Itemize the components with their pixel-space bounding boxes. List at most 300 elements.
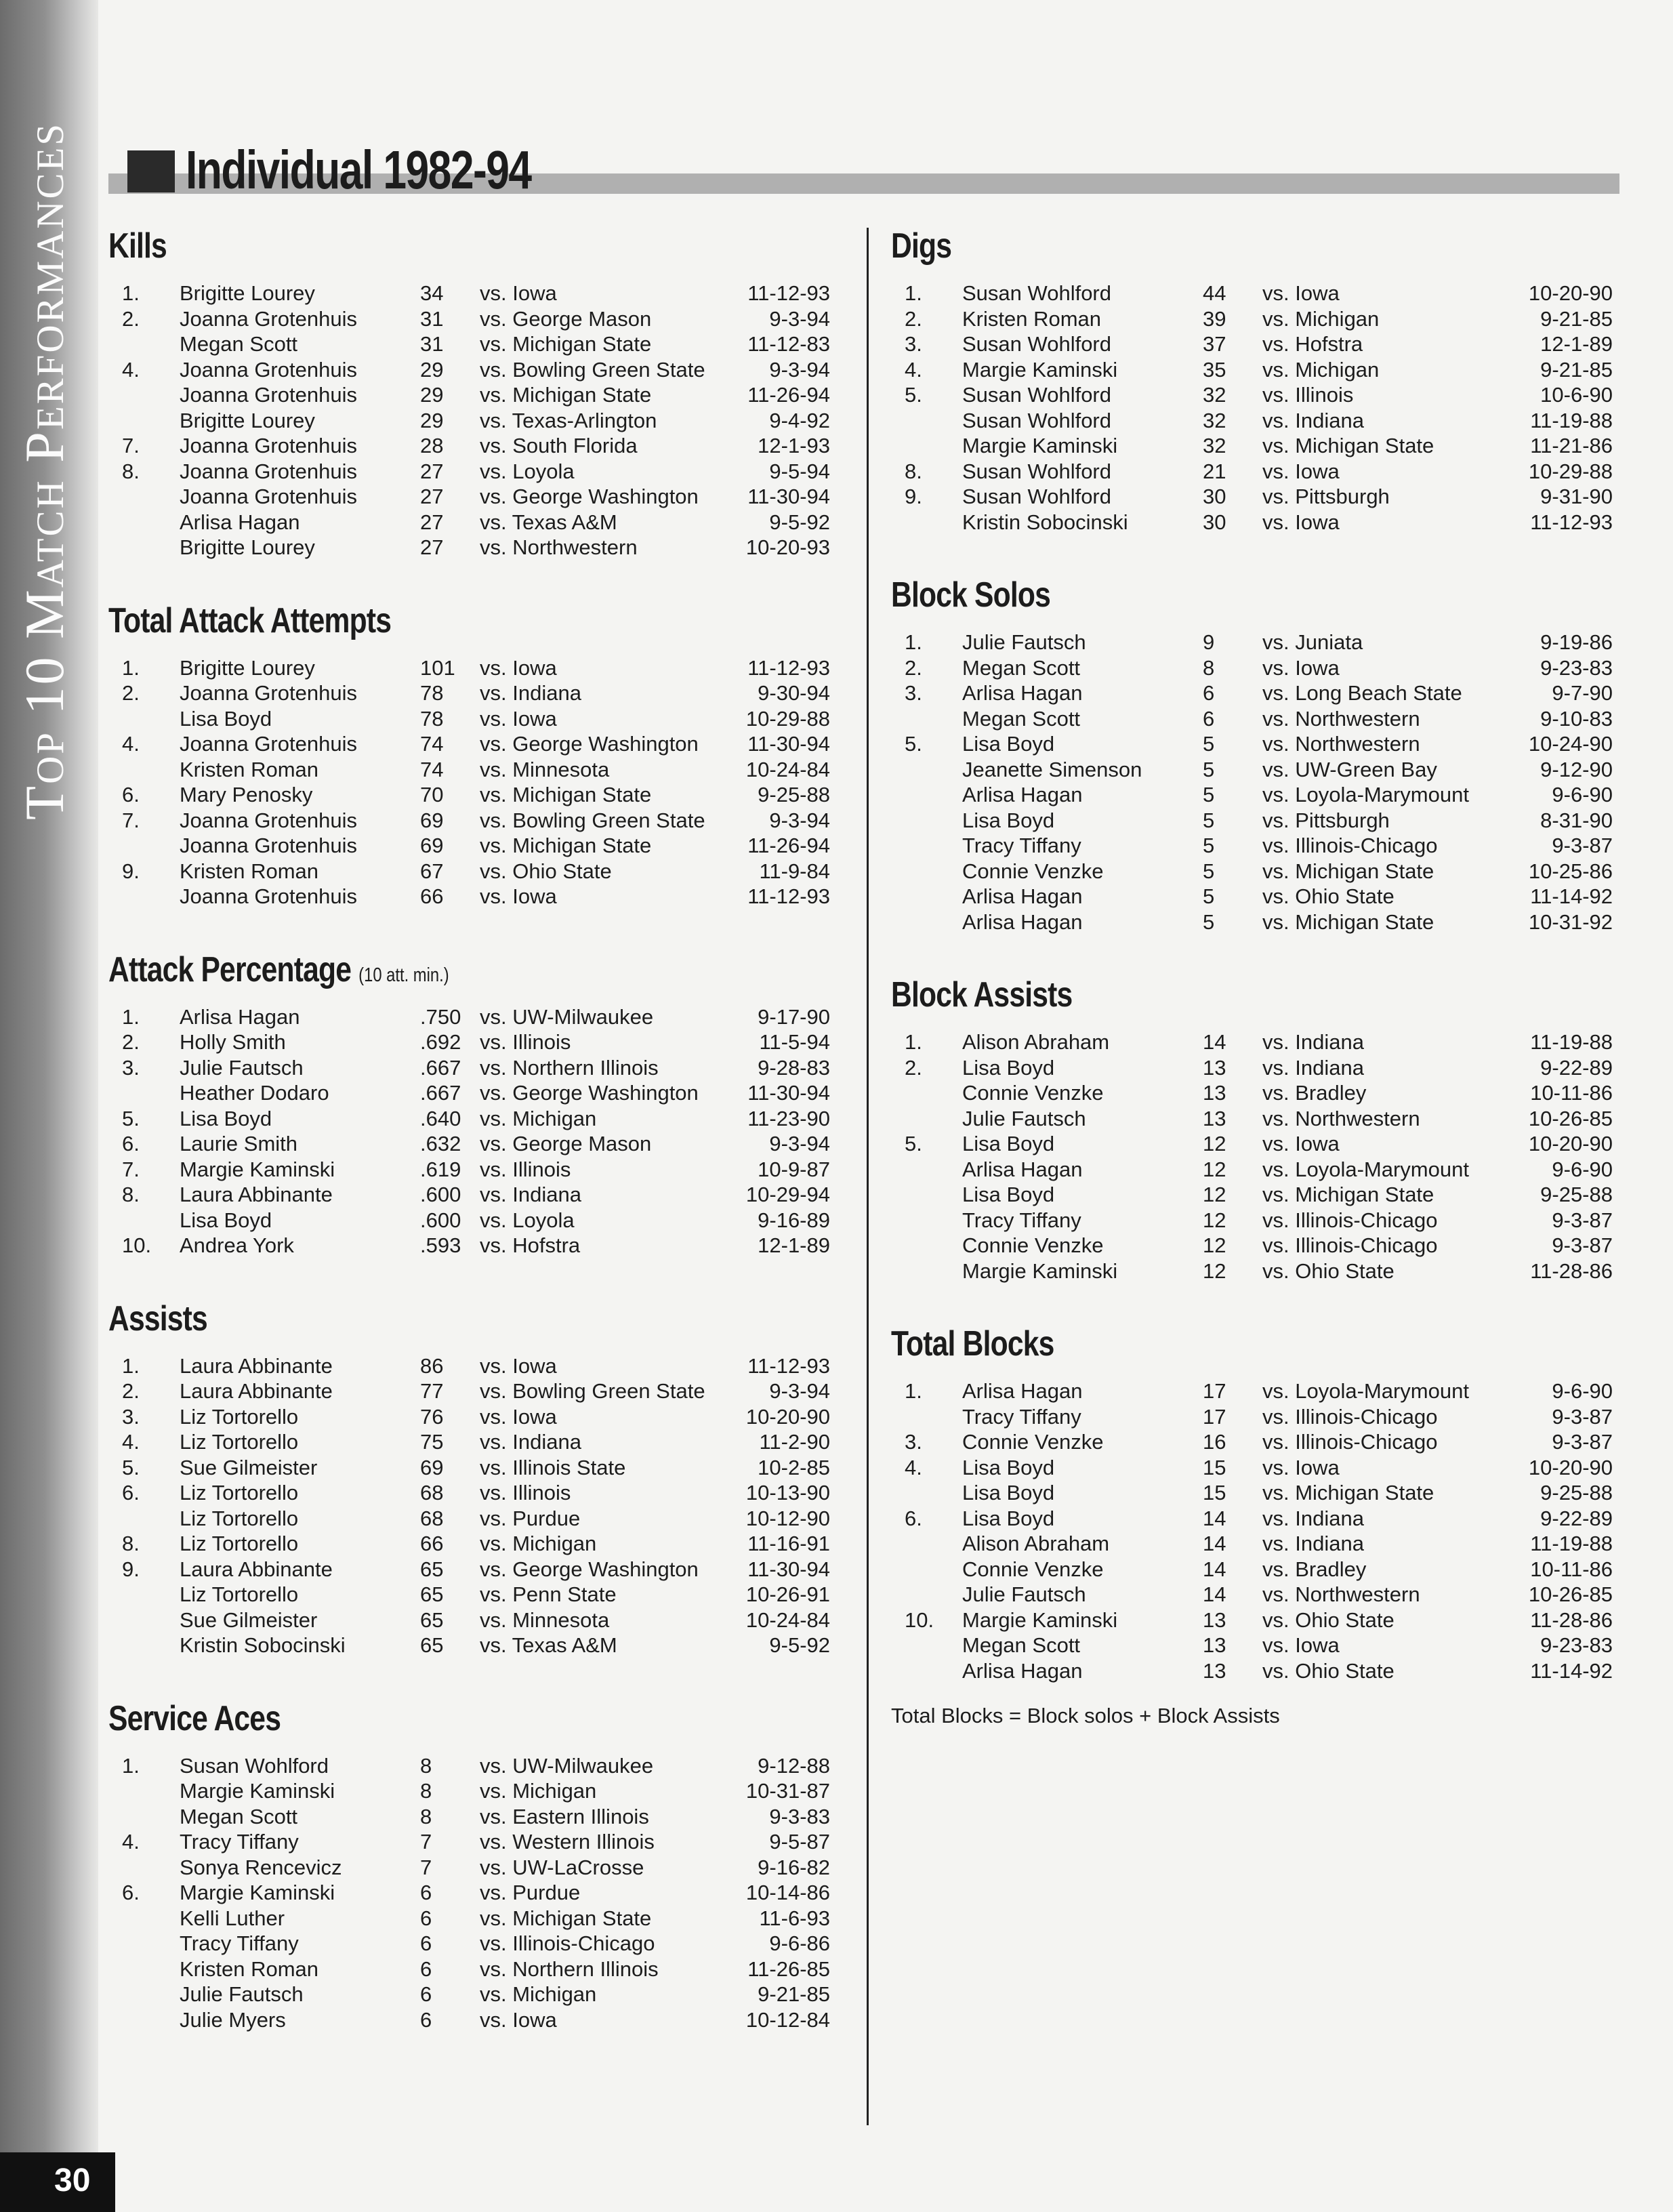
record-date: 11-12-93 [747, 1353, 830, 1378]
section-block-solos [891, 573, 1623, 935]
record-name: Lisa Boyd [962, 1455, 1055, 1479]
section-title-text: Assists [108, 1298, 207, 1338]
column-divider [867, 228, 869, 2125]
record-opponent: vs. Michigan State [1262, 1183, 1434, 1206]
record-value: 65 [420, 1633, 444, 1657]
record-row [891, 1208, 1623, 1233]
record-date: 9-10-83 [1540, 706, 1613, 731]
record-opponent: vs. Ohio State [1262, 1258, 1395, 1283]
record-opponent: vs. Pittsburgh [1262, 808, 1390, 832]
record-name: Joanna Grotenhuis [180, 834, 357, 857]
record-rank: 1. [905, 1030, 922, 1054]
record-date: 11-19-88 [1530, 1532, 1613, 1555]
record-value: 7 [420, 1830, 432, 1853]
record-opponent: vs. Illinois State [480, 1455, 626, 1479]
record-opponent: vs. Western Illinois [480, 1830, 655, 1853]
record-value: .667 [420, 1055, 461, 1080]
record-date: 11-12-93 [747, 655, 830, 680]
record-value: 13 [1203, 1633, 1226, 1657]
record-opponent: vs. Michigan State [480, 1906, 652, 1930]
record-row [108, 1778, 840, 1804]
section-attack-percentage [108, 947, 840, 1258]
record-row [108, 1829, 840, 1855]
record-date: 11-19-88 [1530, 1030, 1613, 1054]
record-value: 7 [420, 1855, 432, 1879]
record-list [108, 655, 840, 909]
record-row [108, 306, 840, 332]
record-date: 11-12-93 [747, 884, 830, 908]
record-row [891, 731, 1623, 757]
right-sections [891, 224, 1623, 1683]
record-date: 10-12-84 [745, 2007, 830, 2032]
record-date: 9-16-89 [758, 1208, 830, 1232]
record-row [891, 1582, 1623, 1607]
record-date: 9-3-94 [769, 1132, 830, 1155]
record-date: 11-14-92 [1530, 1658, 1613, 1683]
record-name: Kristen Roman [180, 1957, 319, 1981]
record-name: Tracy Tiffany [180, 1830, 299, 1853]
record-value: .640 [420, 1106, 461, 1130]
record-rank: 8. [122, 1532, 140, 1555]
record-name: Joanna Grotenhuis [180, 884, 357, 908]
record-value: 27 [420, 535, 444, 559]
record-date: 9-22-89 [1540, 1506, 1613, 1530]
record-rank: 5. [122, 1455, 140, 1479]
record-name: Liz Tortorello [180, 1404, 299, 1429]
record-value: 32 [1203, 408, 1226, 432]
record-rank: 2. [122, 306, 140, 331]
record-name: Margie Kaminski [962, 434, 1118, 457]
record-row [108, 459, 840, 485]
record-list [108, 1753, 840, 2033]
record-opponent: vs. Iowa [1262, 1633, 1340, 1657]
record-name: Susan Wohlford [962, 485, 1111, 508]
record-date: 10-29-88 [1528, 459, 1613, 483]
record-opponent: vs. Hofstra [1262, 332, 1363, 356]
record-row [891, 630, 1623, 655]
record-opponent: vs. Indiana [480, 1183, 581, 1206]
record-rank: 4. [122, 1830, 140, 1853]
section-kills [108, 224, 840, 560]
record-name: Sonya Rencevicz [180, 1855, 342, 1879]
record-opponent: vs. Iowa [1262, 655, 1340, 680]
record-row [108, 382, 840, 408]
record-opponent: vs. Bradley [1262, 1557, 1367, 1581]
record-name: Joanna Grotenhuis [180, 681, 357, 705]
record-row [108, 1633, 840, 1658]
record-name: Andrea York [180, 1233, 294, 1257]
record-row [891, 357, 1623, 383]
sidebar-title: Top 10 Match Performances [14, 121, 75, 820]
record-opponent: vs. Michigan State [1262, 434, 1434, 457]
section-title-text: Block Solos [891, 575, 1051, 615]
record-row [891, 331, 1623, 357]
record-date: 11-28-86 [1530, 1258, 1613, 1283]
record-value: 27 [420, 459, 444, 483]
record-name: Arlisa Hagan [962, 884, 1083, 908]
record-value: 44 [1203, 281, 1226, 305]
footnote: Total Blocks = Block solos + Block Assists [891, 1704, 1280, 1727]
record-value: 66 [420, 884, 444, 908]
record-opponent: vs. Iowa [1262, 281, 1340, 305]
record-opponent: vs. Illinois-Chicago [480, 1931, 655, 1955]
record-date: 11-28-86 [1530, 1607, 1613, 1632]
record-date: 9-28-83 [758, 1055, 830, 1080]
record-value: 16 [1203, 1430, 1226, 1454]
record-opponent: vs. George Washington [480, 1557, 699, 1581]
record-opponent: vs. Iowa [480, 1353, 557, 1378]
record-row [891, 655, 1623, 681]
record-opponent: vs. Texas A&M [480, 510, 617, 534]
record-rank: 8. [905, 459, 922, 483]
record-row [891, 510, 1623, 535]
record-name: Sue Gilmeister [180, 1607, 318, 1632]
record-value: 8 [420, 1804, 432, 1828]
record-row [891, 1429, 1623, 1455]
record-name: Kristen Roman [180, 859, 319, 883]
record-rank: 10. [122, 1233, 152, 1257]
record-row [108, 1607, 840, 1633]
record-opponent: vs. Michigan State [1262, 909, 1434, 934]
record-value: 76 [420, 1404, 444, 1429]
record-row [891, 1480, 1623, 1506]
record-row [108, 1055, 840, 1081]
record-name: Susan Wohlford [962, 281, 1111, 305]
record-value: 13 [1203, 1106, 1226, 1130]
record-opponent: vs. Penn State [480, 1582, 617, 1606]
record-date: 9-23-83 [1540, 1633, 1613, 1657]
section-title-text: Service Aces [108, 1698, 281, 1738]
record-date: 9-3-87 [1552, 1404, 1613, 1429]
record-row [891, 484, 1623, 510]
record-name: Susan Wohlford [962, 383, 1111, 407]
record-opponent: vs. Ohio State [1262, 1607, 1395, 1632]
record-value: 5 [1203, 732, 1215, 756]
record-name: Brigitte Lourey [180, 655, 315, 680]
record-date: 11-19-88 [1530, 408, 1613, 432]
record-value: 6 [420, 1957, 432, 1981]
record-row [108, 1880, 840, 1906]
section-total-blocks [891, 1322, 1623, 1683]
record-opponent: vs. Purdue [480, 1881, 581, 1904]
record-date: 12-1-89 [758, 1233, 830, 1257]
record-date: 9-3-94 [769, 1379, 830, 1403]
record-row [108, 731, 840, 757]
record-value: 8 [420, 1753, 432, 1778]
record-row [891, 433, 1623, 459]
record-rank: 4. [905, 357, 922, 382]
record-date: 12-1-93 [758, 434, 830, 457]
section-digs [891, 224, 1623, 535]
record-date: 11-16-91 [747, 1532, 830, 1555]
record-value: 29 [420, 408, 444, 432]
record-opponent: vs. George Washington [480, 1081, 699, 1105]
record-date: 11-26-94 [747, 383, 830, 407]
record-name: Lisa Boyd [180, 1106, 272, 1130]
record-value: 29 [420, 383, 444, 407]
record-name: Kristin Sobocinski [180, 1633, 346, 1657]
record-value: 14 [1203, 1506, 1226, 1530]
record-opponent: vs. Indiana [1262, 1055, 1364, 1080]
record-opponent: vs. Hofstra [480, 1233, 581, 1257]
record-row [891, 1055, 1623, 1081]
section-title [891, 972, 1072, 1017]
record-rank: 4. [122, 1430, 140, 1454]
record-opponent: vs. Northwestern [1262, 706, 1420, 731]
record-row [108, 510, 840, 535]
record-row [108, 408, 840, 434]
record-list [108, 1004, 840, 1258]
record-row [108, 1557, 840, 1582]
record-rank: 3. [905, 332, 922, 356]
record-rank: 4. [905, 1455, 922, 1479]
record-opponent: vs. Illinois-Chicago [1262, 1430, 1438, 1454]
record-date: 11-12-93 [747, 281, 830, 305]
record-date: 10-20-90 [745, 1404, 830, 1429]
record-value: .600 [420, 1183, 461, 1206]
record-value: 5 [1203, 783, 1215, 806]
record-value: 77 [420, 1379, 444, 1403]
record-list [891, 1029, 1623, 1284]
record-row [891, 1378, 1623, 1404]
record-opponent: vs. Michigan State [480, 834, 652, 857]
record-value: .667 [420, 1081, 461, 1105]
record-rank: 6. [122, 1881, 140, 1904]
record-value: 12 [1203, 1208, 1226, 1232]
record-opponent: vs. Bowling Green State [480, 808, 705, 832]
record-date: 9-5-87 [769, 1830, 830, 1853]
record-name: Liz Tortorello [180, 1582, 299, 1606]
record-row [108, 1004, 840, 1030]
record-value: 13 [1203, 1607, 1226, 1632]
record-name: Tracy Tiffany [962, 1404, 1081, 1429]
record-value: 12 [1203, 1132, 1226, 1155]
record-row [891, 859, 1623, 884]
record-row [108, 357, 840, 383]
record-opponent: vs. Bowling Green State [480, 1379, 705, 1403]
record-row [891, 1658, 1623, 1684]
record-name: Margie Kaminski [962, 1607, 1118, 1632]
record-opponent: vs. George Mason [480, 306, 652, 331]
record-name: Julie Myers [180, 2007, 286, 2032]
record-row [891, 1106, 1623, 1132]
record-list [891, 281, 1623, 535]
record-opponent: vs. Michigan [480, 1779, 597, 1803]
record-rank: 8. [122, 459, 140, 483]
record-opponent: vs. Michigan State [1262, 1481, 1434, 1504]
record-row [108, 1531, 840, 1557]
record-opponent: vs. George Washington [480, 485, 699, 508]
record-value: 5 [1203, 859, 1215, 883]
record-value: 6 [1203, 681, 1215, 705]
record-name: Brigitte Lourey [180, 535, 315, 559]
record-row [891, 1029, 1623, 1055]
record-row [108, 1982, 840, 2007]
record-value: 14 [1203, 1582, 1226, 1606]
record-row [108, 1855, 840, 1881]
record-opponent: vs. Northwestern [1262, 1582, 1420, 1606]
record-name: Arlisa Hagan [962, 1658, 1083, 1683]
record-value: 12 [1203, 1258, 1226, 1283]
record-name: Margie Kaminski [962, 1258, 1118, 1283]
record-row [108, 782, 840, 808]
record-row [108, 1353, 840, 1379]
record-row [891, 1557, 1623, 1582]
record-date: 9-5-94 [769, 459, 830, 483]
record-value: 69 [420, 1455, 444, 1479]
record-date: 11-14-92 [1530, 884, 1613, 908]
record-opponent: vs. Indiana [1262, 1030, 1364, 1054]
record-value: 15 [1203, 1455, 1226, 1479]
record-date: 11-12-93 [1530, 510, 1613, 534]
record-row [891, 782, 1623, 808]
section-title [108, 1296, 207, 1341]
record-opponent: vs. Michigan [480, 1106, 597, 1130]
record-name: Julie Fautsch [180, 1055, 304, 1080]
record-name: Laura Abbinante [180, 1379, 333, 1403]
record-name: Kristen Roman [962, 306, 1102, 331]
record-opponent: vs. Ohio State [1262, 884, 1395, 908]
record-opponent: vs. South Florida [480, 434, 638, 457]
record-row [108, 2007, 840, 2033]
record-name: Susan Wohlford [962, 459, 1111, 483]
record-date: 10-26-91 [745, 1582, 830, 1606]
record-row [108, 1455, 840, 1481]
record-rank: 3. [122, 1055, 140, 1080]
record-date: 9-6-90 [1552, 1157, 1613, 1181]
record-value: 8 [1203, 655, 1215, 680]
record-value: 12 [1203, 1233, 1226, 1257]
record-opponent: vs. Iowa [480, 281, 557, 305]
record-date: 9-21-85 [1540, 357, 1613, 382]
record-value: 29 [420, 357, 444, 382]
record-name: Joanna Grotenhuis [180, 732, 357, 756]
record-date: 10-20-90 [1528, 281, 1613, 305]
section-title [891, 1322, 1054, 1366]
record-opponent: vs. Illinois-Chicago [1262, 1208, 1438, 1232]
record-value: 5 [1203, 884, 1215, 908]
record-rank: 7. [122, 808, 140, 832]
section-assists [108, 1296, 840, 1658]
record-row [108, 757, 840, 783]
record-date: 11-6-93 [759, 1906, 830, 1930]
record-opponent: vs. Ohio State [480, 859, 612, 883]
record-row [891, 1633, 1623, 1658]
record-name: Connie Venzke [962, 1430, 1104, 1454]
record-opponent: vs. Michigan [480, 1532, 597, 1555]
record-value: 67 [420, 859, 444, 883]
record-value: 13 [1203, 1081, 1226, 1105]
record-row [108, 680, 840, 706]
record-value: 37 [1203, 332, 1226, 356]
record-opponent: vs. Bowling Green State [480, 357, 705, 382]
record-opponent: vs. Texas A&M [480, 1633, 617, 1657]
record-name: Liz Tortorello [180, 1506, 299, 1530]
record-date: 10-29-94 [745, 1183, 830, 1206]
record-date: 10-2-85 [758, 1455, 830, 1479]
record-value: 30 [1203, 510, 1226, 534]
record-value: 70 [420, 783, 444, 806]
record-row [891, 1607, 1623, 1633]
record-rank: 1. [122, 655, 140, 680]
record-name: Sue Gilmeister [180, 1455, 318, 1479]
record-date: 11-26-85 [747, 1957, 830, 1981]
record-opponent: vs. Bradley [1262, 1081, 1367, 1105]
record-row [891, 306, 1623, 332]
record-name: Megan Scott [962, 706, 1081, 731]
record-row [891, 459, 1623, 485]
record-name: Joanna Grotenhuis [180, 434, 357, 457]
record-name: Megan Scott [180, 1804, 298, 1828]
record-name: Julie Fautsch [962, 630, 1086, 654]
record-value: 32 [1203, 434, 1226, 457]
record-opponent: vs. George Mason [480, 1132, 652, 1155]
record-date: 9-22-89 [1540, 1055, 1613, 1080]
section-note: (10 att. min.) [358, 964, 449, 986]
record-value: 68 [420, 1506, 444, 1530]
record-opponent: vs. Loyola-Marymount [1262, 783, 1469, 806]
record-name: Joanna Grotenhuis [180, 808, 357, 832]
record-row [108, 1429, 840, 1455]
record-name: Joanna Grotenhuis [180, 485, 357, 508]
record-opponent: vs. Loyola-Marymount [1262, 1157, 1469, 1181]
record-name: Lisa Boyd [962, 1055, 1055, 1080]
record-opponent: vs. Illinois-Chicago [1262, 834, 1438, 857]
record-row [108, 1753, 840, 1779]
record-name: Lisa Boyd [962, 732, 1055, 756]
record-name: Arlisa Hagan [180, 1004, 300, 1029]
record-value: 6 [1203, 706, 1215, 731]
record-value: 14 [1203, 1030, 1226, 1054]
section-title [108, 598, 391, 643]
record-name: Arlisa Hagan [180, 510, 300, 534]
section-service-aces [108, 1696, 840, 2033]
record-opponent: vs. Ohio State [1262, 1658, 1395, 1683]
record-rank: 10. [905, 1607, 934, 1632]
record-name: Julie Fautsch [962, 1582, 1086, 1606]
record-opponent: vs. Michigan [1262, 357, 1380, 382]
record-opponent: vs. Minnesota [480, 757, 610, 781]
record-value: 68 [420, 1481, 444, 1504]
record-date: 10-20-93 [745, 535, 830, 559]
record-opponent: vs. Michigan State [480, 332, 652, 356]
record-opponent: vs. Michigan [480, 1982, 597, 2006]
record-name: Connie Venzke [962, 1557, 1104, 1581]
record-name: Kristen Roman [180, 757, 319, 781]
record-date: 10-11-86 [1530, 1081, 1613, 1105]
record-name: Jeanette Simenson [962, 757, 1142, 781]
record-name: Alison Abraham [962, 1532, 1110, 1555]
record-value: .750 [420, 1004, 461, 1029]
record-row [108, 833, 840, 859]
record-date: 10-26-85 [1528, 1582, 1613, 1606]
record-date: 10-31-87 [745, 1779, 830, 1803]
record-value: 34 [420, 281, 444, 305]
record-rank: 1. [122, 1353, 140, 1378]
record-value: 65 [420, 1582, 444, 1606]
record-name: Laura Abbinante [180, 1557, 333, 1581]
record-rank: 2. [122, 1030, 140, 1054]
record-value: 66 [420, 1532, 444, 1555]
record-value: 31 [420, 332, 444, 356]
record-row [891, 706, 1623, 732]
record-value: 27 [420, 485, 444, 508]
record-value: 17 [1203, 1379, 1226, 1403]
record-opponent: vs. Illinois [480, 1157, 571, 1181]
record-name: Heather Dodaro [180, 1081, 329, 1105]
record-value: 101 [420, 655, 455, 680]
record-date: 9-12-90 [1540, 757, 1613, 781]
